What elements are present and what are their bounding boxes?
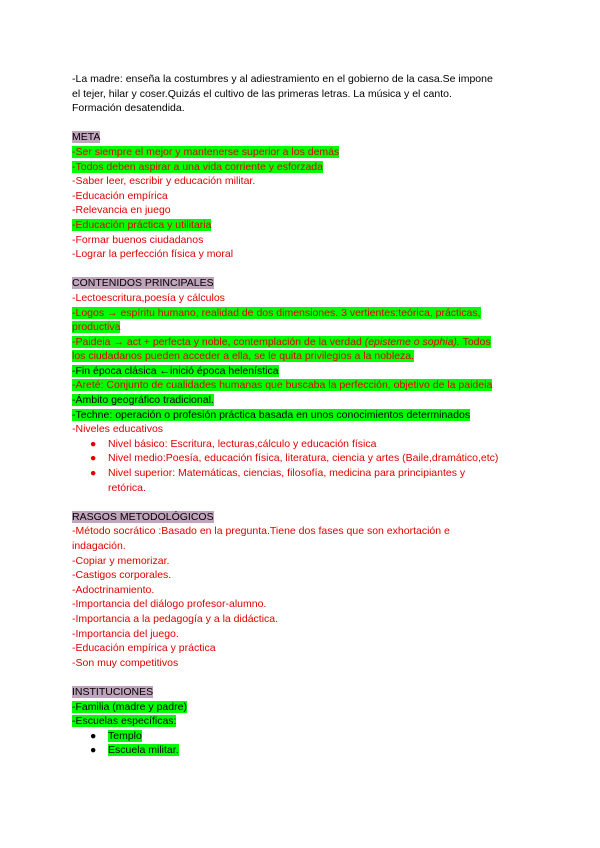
rasgos-item: -Castigos corporales.	[72, 569, 172, 582]
contenidos-techne: -Techne: operación o profesión práctica basada en unos conocimientos determinados	[72, 408, 471, 421]
contenidos-paideia-cont: los ciudadanos pueden acceder a ella, se le quita privilegios a la nobleza.	[72, 350, 415, 363]
escuelas-list	[72, 729, 532, 758]
contenidos-paideia: -Paideia → act + perfecta y noble, contemplación de la verdad (episteme o sophia). Todos	[72, 335, 491, 348]
meta-item: -Lograr la perfección física y moral	[72, 248, 234, 261]
instituciones-escuelas: -Escuelas específicas:	[72, 715, 177, 728]
meta-item: -Ser siempre el mejor y mantenerse superior a los demás	[72, 145, 340, 158]
list-item-cont: retórica.	[108, 481, 146, 494]
rasgos-item: -Copiar y memorizar.	[72, 554, 170, 567]
list-item: ● Nivel medio:Poesía, educación física, literatura, ciencia y artes (Baile,dramático,etc)	[90, 452, 499, 465]
rasgos-item: -Son muy competitivos	[72, 656, 179, 669]
rasgos-item: -Educación empírica y práctica	[72, 642, 216, 655]
bullet-icon: ●	[90, 729, 97, 742]
meta-item: -Saber leer, escribir y educación militar.	[72, 175, 256, 188]
list-item: ● Escuela militar.	[90, 744, 179, 757]
bullet-icon: ●	[90, 437, 97, 450]
instituciones-heading: INSTITUCIONES	[72, 685, 154, 698]
contenidos-heading: CONTENIDOS PRINCIPALES	[72, 277, 214, 290]
rasgos-heading: RASGOS METODOLÓGICOS	[72, 510, 214, 523]
instituciones-familia: -Familia (madre y padre)	[72, 700, 187, 713]
bullet-icon: ●	[90, 452, 97, 465]
contenidos-logos-cont: productiva	[72, 321, 121, 334]
contenidos-ambito: -Ámbito geográfico tradicional.	[72, 394, 214, 407]
intro-line-3: Formación desatendida.	[72, 102, 185, 115]
bullet-icon: ●	[90, 467, 97, 480]
list-item: ● Nivel básico: Escritura, lecturas,cálculo y educación física	[90, 437, 377, 450]
rasgos-item: -Importancia del juego.	[72, 627, 179, 640]
meta-item: -Relevancia en juego	[72, 204, 171, 217]
niveles-list	[72, 437, 532, 495]
meta-item: -Educación empírica	[72, 189, 168, 202]
bullet-icon: ●	[90, 744, 97, 757]
rasgos-item: -Importancia a la pedagogía y a la didáctica.	[72, 612, 279, 625]
contenidos-lecto: -Lectoescritura,poesía y cálculos	[72, 291, 225, 304]
list-item: ● Nivel superior: Matemáticas, ciencias, filosofía, medicina para principiantes y	[90, 467, 466, 480]
intro-line-1: -La madre: enseña la costumbres y al adiestramiento en el gobierno de la casa.Se impone	[72, 73, 493, 85]
rasgos-item: -Método socrático :Basado en la pregunta.Tiene dos fases que son exhortación e	[72, 525, 450, 538]
list-item: ● Templo	[90, 729, 142, 742]
document-content	[72, 72, 532, 758]
rasgos-item: -Importancia del diálogo profesor-alumno.	[72, 598, 267, 611]
meta-item: -Todos deben aspirar a una vida corriente y esforzada	[72, 160, 323, 173]
meta-item: -Educación práctica y utilitaria	[72, 218, 212, 231]
rasgos-item: indagación.	[72, 540, 126, 552]
contenidos-arete: -Areté: Conjunto de cualidades humanas que buscaba la perfección, objetivo de la paideia	[72, 379, 493, 392]
contenidos-niveles: -Niveles educativos	[72, 423, 164, 436]
meta-heading: META	[72, 131, 101, 144]
intro-line-2: el tejer, hilar y coser.Quizás el cultivo de las primeras letras. La música y el canto.	[72, 87, 452, 100]
contenidos-logos: -Logos → espíritu humano, realidad de dos dimensiones. 3 vertientes:teórica, prácticas,	[72, 306, 481, 319]
meta-item: -Formar buenos ciudadanos	[72, 233, 204, 246]
contenidos-fin-epoca: -Fin época clásica ←inició época helenística	[72, 364, 279, 377]
rasgos-item: -Adoctrinamiento.	[72, 583, 155, 596]
